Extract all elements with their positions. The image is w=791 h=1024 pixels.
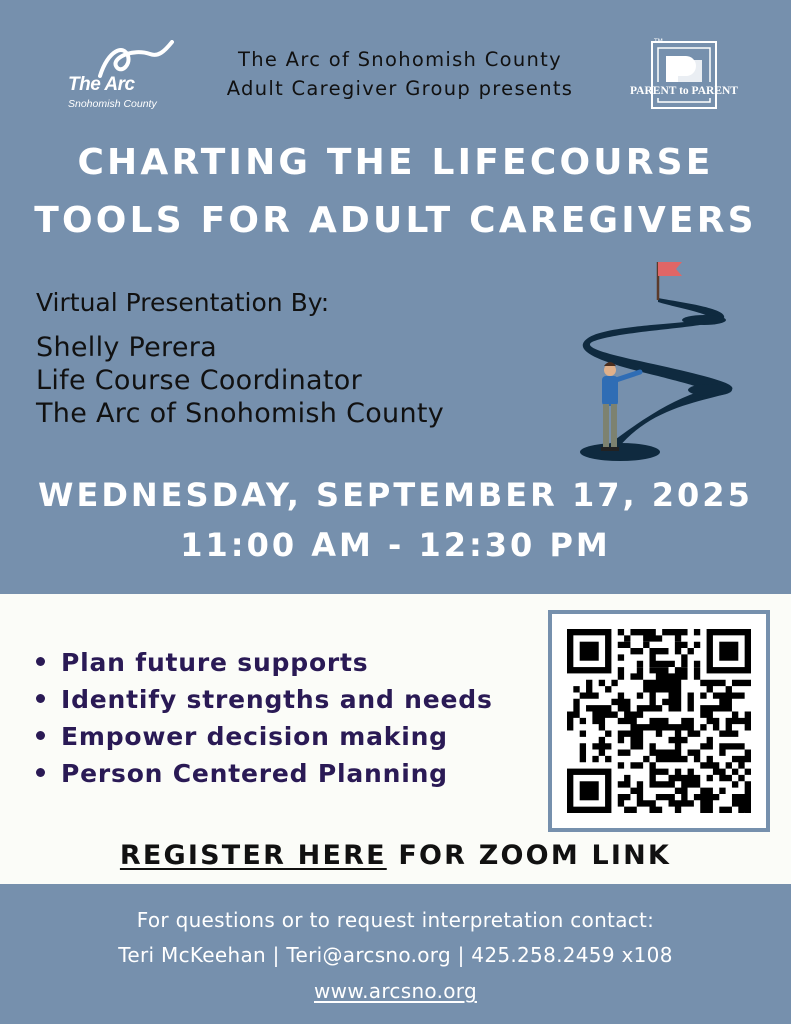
register-suffix: FOR ZOOM LINK [386, 840, 672, 871]
contact-intro: For questions or to request interpretation contact: [136, 908, 655, 932]
presenter-role: Life Course Coordinator [36, 365, 363, 396]
registration-qr-code[interactable] [548, 610, 770, 832]
website-link[interactable]: www.arcsno.org [314, 979, 477, 1003]
contact-details: Teri McKeehan | Teri@arcsno.org | 425.258.2459 x108 [118, 943, 673, 967]
list-item [36, 718, 493, 755]
person-path-flag-icon [578, 252, 748, 464]
bullet-icon [36, 731, 45, 740]
register-here-link[interactable]: REGISTER HERE [119, 840, 387, 871]
host-group-line: Adult Caregiver Group presents [226, 77, 574, 100]
arc-logo-name: The Arc [68, 74, 135, 95]
bullet-icon [36, 694, 45, 703]
qr-code-icon[interactable] [567, 629, 751, 813]
presenter-organization: The Arc of Snohomish County [36, 398, 445, 429]
list-item [36, 644, 493, 681]
presentation-label: Virtual Presentation By: [36, 288, 330, 317]
event-title-line-2: TOOLS FOR ADULT CAREGIVERS [34, 200, 757, 241]
highlights-section [0, 594, 791, 884]
website-line [0, 979, 791, 1003]
parent-to-parent-logo [620, 38, 746, 112]
arc-logo-subtitle: Snohomish County [68, 98, 157, 110]
bullet-icon [36, 768, 45, 777]
event-time: 11:00 AM - 12:30 PM [180, 526, 611, 564]
bullet-icon [36, 657, 45, 666]
event-title-line-1: CHARTING THE LIFECOURSE [77, 142, 714, 183]
presenter-name: Shelly Perera [36, 332, 218, 363]
event-date: WEDNESDAY, SEPTEMBER 17, 2025 [38, 476, 753, 514]
benefit-text: Person Centered Planning [61, 759, 448, 788]
contact-section [0, 884, 791, 1024]
the-arc-logo [64, 40, 174, 112]
parent-to-parent-emblem-icon [620, 38, 746, 112]
trademark-mark: TM [654, 38, 663, 45]
benefits-list [36, 644, 493, 792]
register-line [0, 840, 791, 871]
parent-to-parent-text: PARENT to PARENT [630, 85, 738, 97]
list-item [36, 755, 493, 792]
host-organization-line: The Arc of Snohomish County [238, 48, 562, 71]
benefit-text: Empower decision making [61, 722, 448, 751]
winding-path-illustration [578, 252, 748, 464]
list-item [36, 681, 493, 718]
benefit-text: Plan future supports [61, 648, 369, 677]
benefit-text: Identify strengths and needs [61, 685, 493, 714]
